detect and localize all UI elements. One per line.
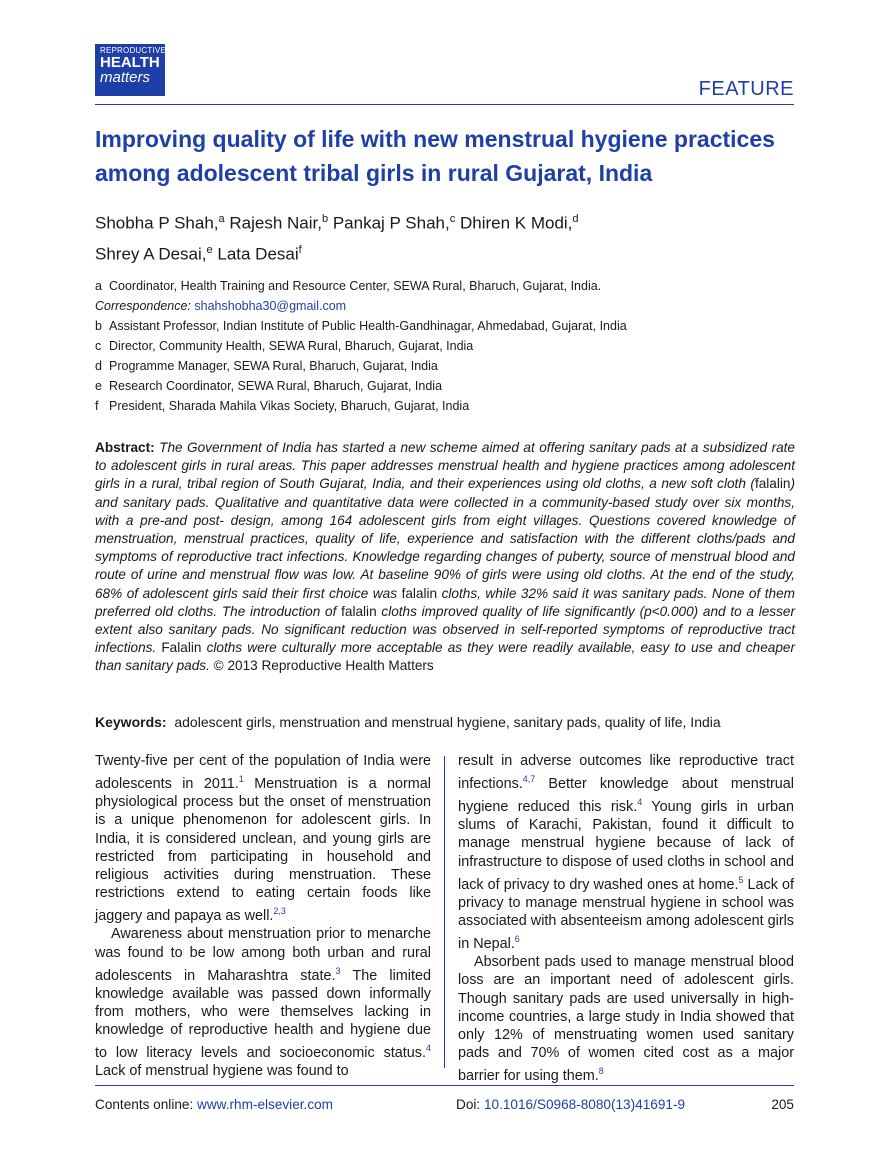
body-paragraph xyxy=(95,752,431,925)
abstract-term: Falalin xyxy=(161,640,202,656)
author-name: Dhiren K Modi, xyxy=(459,213,573,233)
journal-logo xyxy=(95,44,165,96)
affiliation-item xyxy=(95,276,795,296)
abstract xyxy=(95,439,795,676)
logo-line-1: REPRODUCTIVE xyxy=(100,46,166,55)
reference-link[interactable]: 8 xyxy=(598,1066,604,1077)
abstract-segment: cloths improved quality of life significantly (p<0.000) and to a lesser extent also sanitary pads. No significant reduction was observed in self-reported symptoms of reproductive tract infections. xyxy=(95,603,795,656)
affiliation-text: Assistant Professor, Indian Institute of Public Health-Gandhinagar, Ahmedabad, Gujarat, India xyxy=(109,319,627,333)
affiliation-item xyxy=(95,376,795,396)
abstract-term: falalin xyxy=(401,585,438,601)
abstract-segment: cloths, while 32% said it was sanitary pads. None of them preferred old cloths. The introduction of xyxy=(95,585,795,619)
abstract-segment: The Government of India has started a new scheme aimed at offering sanitary pads at a subsidized rate to adolescent girls in rural areas. This paper addresses menstrual health and hygiene practices among adolescent girls in a rural, tribal region of South Gujarat, India, and their experiences using old cloths, a new soft cloth ( xyxy=(95,440,795,492)
author-mark: c xyxy=(449,213,456,225)
affiliation-item xyxy=(95,396,795,416)
affiliation-letter: b xyxy=(95,319,102,333)
affiliation-text: Research Coordinator, SEWA Rural, Bharuch, Gujarat, India xyxy=(109,379,443,393)
affiliation-letter: f xyxy=(95,399,99,413)
author-name: Shobha P Shah, xyxy=(95,213,219,233)
abstract-label: Abstract: xyxy=(95,440,155,455)
affiliation-text: Programme Manager, SEWA Rural, Bharuch, Gujarat, India xyxy=(109,359,438,373)
body-paragraph xyxy=(95,925,431,1080)
reference-link[interactable]: 3 xyxy=(335,965,341,976)
author-name: Lata Desai xyxy=(217,244,299,264)
body-text: Lack of privacy to manage menstrual hygiene in school was associated with absenteeism among adolescent girls in Nepal. xyxy=(458,876,794,953)
doi-label: Doi: xyxy=(456,1097,481,1112)
footer-doi xyxy=(456,1096,685,1114)
body-text: Better knowledge about menstrual hygiene reduced this risk. xyxy=(458,776,794,815)
author-mark: e xyxy=(206,243,213,256)
author-mark: f xyxy=(298,243,302,256)
reference-link[interactable]: 5 xyxy=(738,874,744,885)
author-mark: a xyxy=(218,213,225,225)
body-paragraph xyxy=(458,953,794,1085)
body-text: Absorbent pads used to manage menstrual blood loss are an important need of adolescent girls. Though sanitary pads are used universally in high-income countries, a large study in India showed that only 12% of menstruating women used sanitary pads and 70% of women cited cost as a major barrier for using them. xyxy=(458,954,794,1085)
affiliation-text: Director, Community Health, SEWA Rural, Bharuch, Gujarat, India xyxy=(109,339,474,353)
author-name: Pankaj P Shah, xyxy=(332,213,450,233)
column-divider xyxy=(444,756,445,1068)
reference-link[interactable]: 6 xyxy=(514,934,520,945)
keywords xyxy=(95,712,795,732)
affiliation-item xyxy=(95,316,795,336)
body-paragraph xyxy=(458,752,794,953)
abstract-segment: cloths were culturally more acceptable as they were readily available, easy to use and cheaper than sanitary pads. xyxy=(95,640,795,674)
logo-line-3: matters xyxy=(100,69,151,86)
affiliation-list xyxy=(95,276,795,416)
logo-line-2: HEALTH xyxy=(100,54,160,71)
reference-link[interactable]: 2,3 xyxy=(273,906,286,917)
body-text: The limited knowledge available was passed down informally from mothers, who were themselves lacking in knowledge of reproductive health and hygiene due to low literacy levels and socioeconomic status. xyxy=(95,967,431,1062)
body-text: Young girls in urban slums of Karachi, Pakistan, found it difficult to manage menstrual hygiene because of lack of infrastructure to dispose of used cloths in school and lack of privacy to dry washed ones at home. xyxy=(458,799,794,893)
body-column-right xyxy=(458,752,794,1085)
reference-link[interactable]: 4 xyxy=(425,1043,431,1054)
affiliation-letter: a xyxy=(95,279,102,293)
keywords-label: Keywords: xyxy=(95,714,167,730)
affiliation-letter: e xyxy=(95,379,102,393)
page-number: 205 xyxy=(771,1097,794,1112)
contents-url-link[interactable]: www.rhm-elsevier.com xyxy=(197,1097,333,1112)
body-column-left xyxy=(95,752,431,1081)
correspondence-label: Correspondence: xyxy=(95,299,191,313)
doi-link[interactable]: 10.1016/S0968-8080(13)41691-9 xyxy=(483,1097,686,1112)
body-text: result in adverse outcomes like reproductive tract infections. xyxy=(458,753,794,792)
article-title: Improving quality of life with new menstrual hygiene practices among adolescent tribal girls in rural Gujarat, India xyxy=(95,126,775,186)
reference-link[interactable]: 4,7 xyxy=(522,774,536,785)
abstract-segment: ) and sanitary pads. Qualitative and quantitative data were collected in a community-based study over six months, with a pre-and post- design, among 164 adolescent girls from eight villages. Questions covered knowledge of menstruation, menstrual practices, quality of life, experience and satisfaction with the different cloths/pads and symptoms of reproductive tract infections. Knowledge regarding changes of puberty, source of menstrual blood and route of urine and menstrual flow was low. At baseline 90% of girls were using old cloths. At the end of the study, 68% of adolescent girls said their first choice was xyxy=(95,476,795,601)
body-text: Twenty-five per cent of the population of India were adolescents in 2011. xyxy=(95,753,431,792)
footer-contents xyxy=(95,1096,333,1114)
keywords-text: adolescent girls, menstruation and menstrual hygiene, sanitary pads, quality of life, India xyxy=(174,714,721,730)
abstract-term: falalin xyxy=(754,476,791,492)
affiliation-item xyxy=(95,336,795,356)
body-text: Awareness about menstruation prior to menarche was found to be low among both urban and rural adolescents in Maharashtra state. xyxy=(95,926,431,984)
abstract-text xyxy=(95,440,795,673)
author-name: Shrey A Desai, xyxy=(95,244,207,264)
footer-rule xyxy=(95,1085,794,1086)
affiliation-letter: d xyxy=(95,359,102,373)
affiliation-text: President, Sharada Mahila Vikas Society, Bharuch, Gujarat, India xyxy=(109,399,470,413)
reference-link[interactable]: 4 xyxy=(637,797,643,808)
reference-link[interactable]: 1 xyxy=(238,774,244,785)
affiliation-text: Coordinator, Health Training and Resource Center, SEWA Rural, Bharuch, Gujarat, India. xyxy=(109,279,602,293)
abstract-term: falalin xyxy=(341,603,377,619)
correspondence-email-link[interactable]: shahshobha30@gmail.com xyxy=(194,299,347,313)
author-name: Rajesh Nair, xyxy=(229,213,322,233)
abstract-copyright: © 2013 Reproductive Health Matters xyxy=(213,658,434,674)
affiliation-letter: c xyxy=(95,339,102,353)
correspondence xyxy=(95,296,795,316)
body-text: Lack of menstrual hygiene was found to xyxy=(95,1063,349,1080)
author-mark: d xyxy=(572,213,579,225)
author-mark: b xyxy=(321,213,329,225)
section-label: FEATURE xyxy=(698,78,794,100)
author-list xyxy=(95,206,795,267)
body-text: Menstruation is a normal physiological process but the onset of menstruation is a unique phenomenon for adolescent girls. In India, it is considered unclean, and young girls are restricted from participating in household and religious activities during menstruation. These restrictions extend to eating certain foods like jaggery and papaya as well. xyxy=(95,776,431,925)
affiliation-item xyxy=(95,356,795,376)
contents-label: Contents online: xyxy=(95,1097,194,1112)
header-rule xyxy=(95,104,794,105)
